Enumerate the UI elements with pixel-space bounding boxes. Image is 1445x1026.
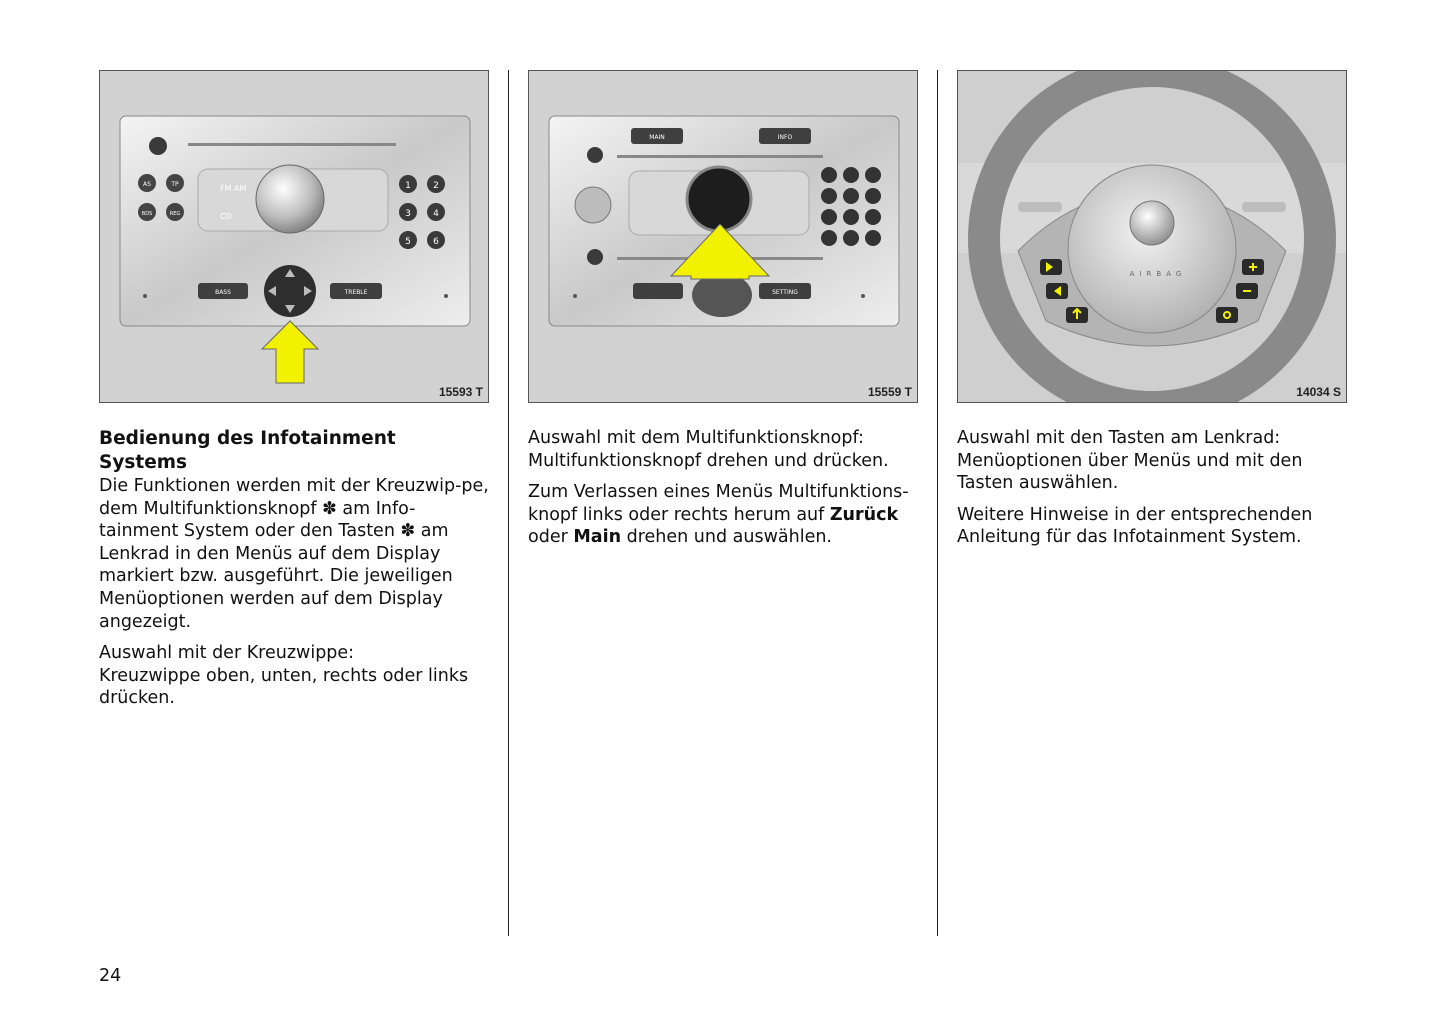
paragraph: Weitere Hinweise in der entsprechenden Anleitung für das Infotainment System. — [957, 504, 1313, 548]
paragraph: Auswahl mit dem Multifunktionsknopf: Multifunktionsknopf drehen und drücken. — [528, 428, 889, 471]
tp-button-label: TP — [171, 181, 179, 188]
power-knob — [575, 187, 611, 223]
column-2-text — [528, 427, 918, 549]
column-1-text — [99, 427, 489, 710]
setting-button-label: SETTING — [772, 289, 798, 296]
main-button-label: MAIN — [649, 134, 665, 141]
steering-wheel-illustration — [958, 71, 1346, 402]
svg-text:4: 4 — [433, 209, 439, 219]
column-3-text — [957, 427, 1347, 549]
radio-panel-illustration — [529, 71, 917, 402]
main-label: Main — [573, 527, 622, 548]
svg-text:3: 3 — [405, 209, 411, 219]
svg-text:2: 2 — [433, 181, 439, 191]
reg-button-label: REG — [169, 211, 181, 217]
svg-text:5: 5 — [405, 237, 411, 247]
figure-code: 15559 T — [867, 385, 912, 399]
as-button-label: AS — [143, 181, 151, 188]
column-2 — [528, 70, 918, 558]
column-1 — [99, 70, 489, 719]
paragraph: Zum Verlassen eines Menüs Multifunktions-knopf links oder rechts herum auf Zurück oder Main drehen und auswählen. — [528, 482, 909, 548]
treble-button-label: TREBLE — [344, 289, 368, 296]
figure-code: 14034 S — [1296, 385, 1341, 399]
figure-multifunction-knob — [528, 70, 918, 403]
paragraph: Auswahl mit der Kreuzwippe: Kreuzwippe oben, unten, rechts oder links drücken. — [99, 643, 469, 709]
column-3 — [957, 70, 1347, 558]
paragraph: Die Funktionen werden mit der Kreuzwip-pe, dem Multifunktionsknopf ✽ am Info-tainment System oder den Tasten ✽ am Lenkrad in den Menüs auf dem Display markiert bzw. ausgeführt. Die jeweiligen Menüoptionen werden auf dem Display angezeigt. — [99, 476, 489, 632]
svg-text:6: 6 — [433, 237, 439, 247]
figure-radio-controls — [99, 70, 489, 403]
eject-icon — [587, 147, 603, 163]
svg-text:1: 1 — [405, 181, 411, 191]
multifunction-icon: ✽ — [322, 498, 337, 519]
column-divider — [937, 70, 938, 936]
zurueck-label: Zurück — [829, 504, 899, 525]
bass-button-label: BASS — [215, 289, 231, 296]
cd-slot — [188, 143, 396, 146]
paragraph: Auswahl mit den Tasten am Lenkrad: Menüoptionen über Menüs und mit den Tasten auswählen. — [957, 428, 1303, 494]
radio-panel-illustration — [100, 71, 488, 402]
airbag-cover — [1068, 165, 1236, 333]
info-button-label: INFO — [777, 134, 793, 141]
eject-icon — [149, 137, 167, 155]
bds-button-label: BDS — [141, 211, 153, 217]
cd-label: CD — [220, 212, 232, 221]
figure-code: 15593 T — [438, 385, 483, 399]
fm-am-label: FM AM — [220, 184, 247, 193]
figure-steering-wheel — [957, 70, 1347, 403]
airbag-label: AIRBAG — [1129, 270, 1187, 278]
section-heading: Bedienung des Infotainment Systems — [99, 428, 396, 473]
highlight-arrow — [262, 321, 318, 383]
column-divider — [508, 70, 509, 936]
multifunction-knob — [256, 165, 324, 233]
multifunction-icon: ✽ — [400, 521, 416, 542]
page-number: 24 — [99, 966, 122, 986]
multifunction-knob — [687, 167, 751, 231]
